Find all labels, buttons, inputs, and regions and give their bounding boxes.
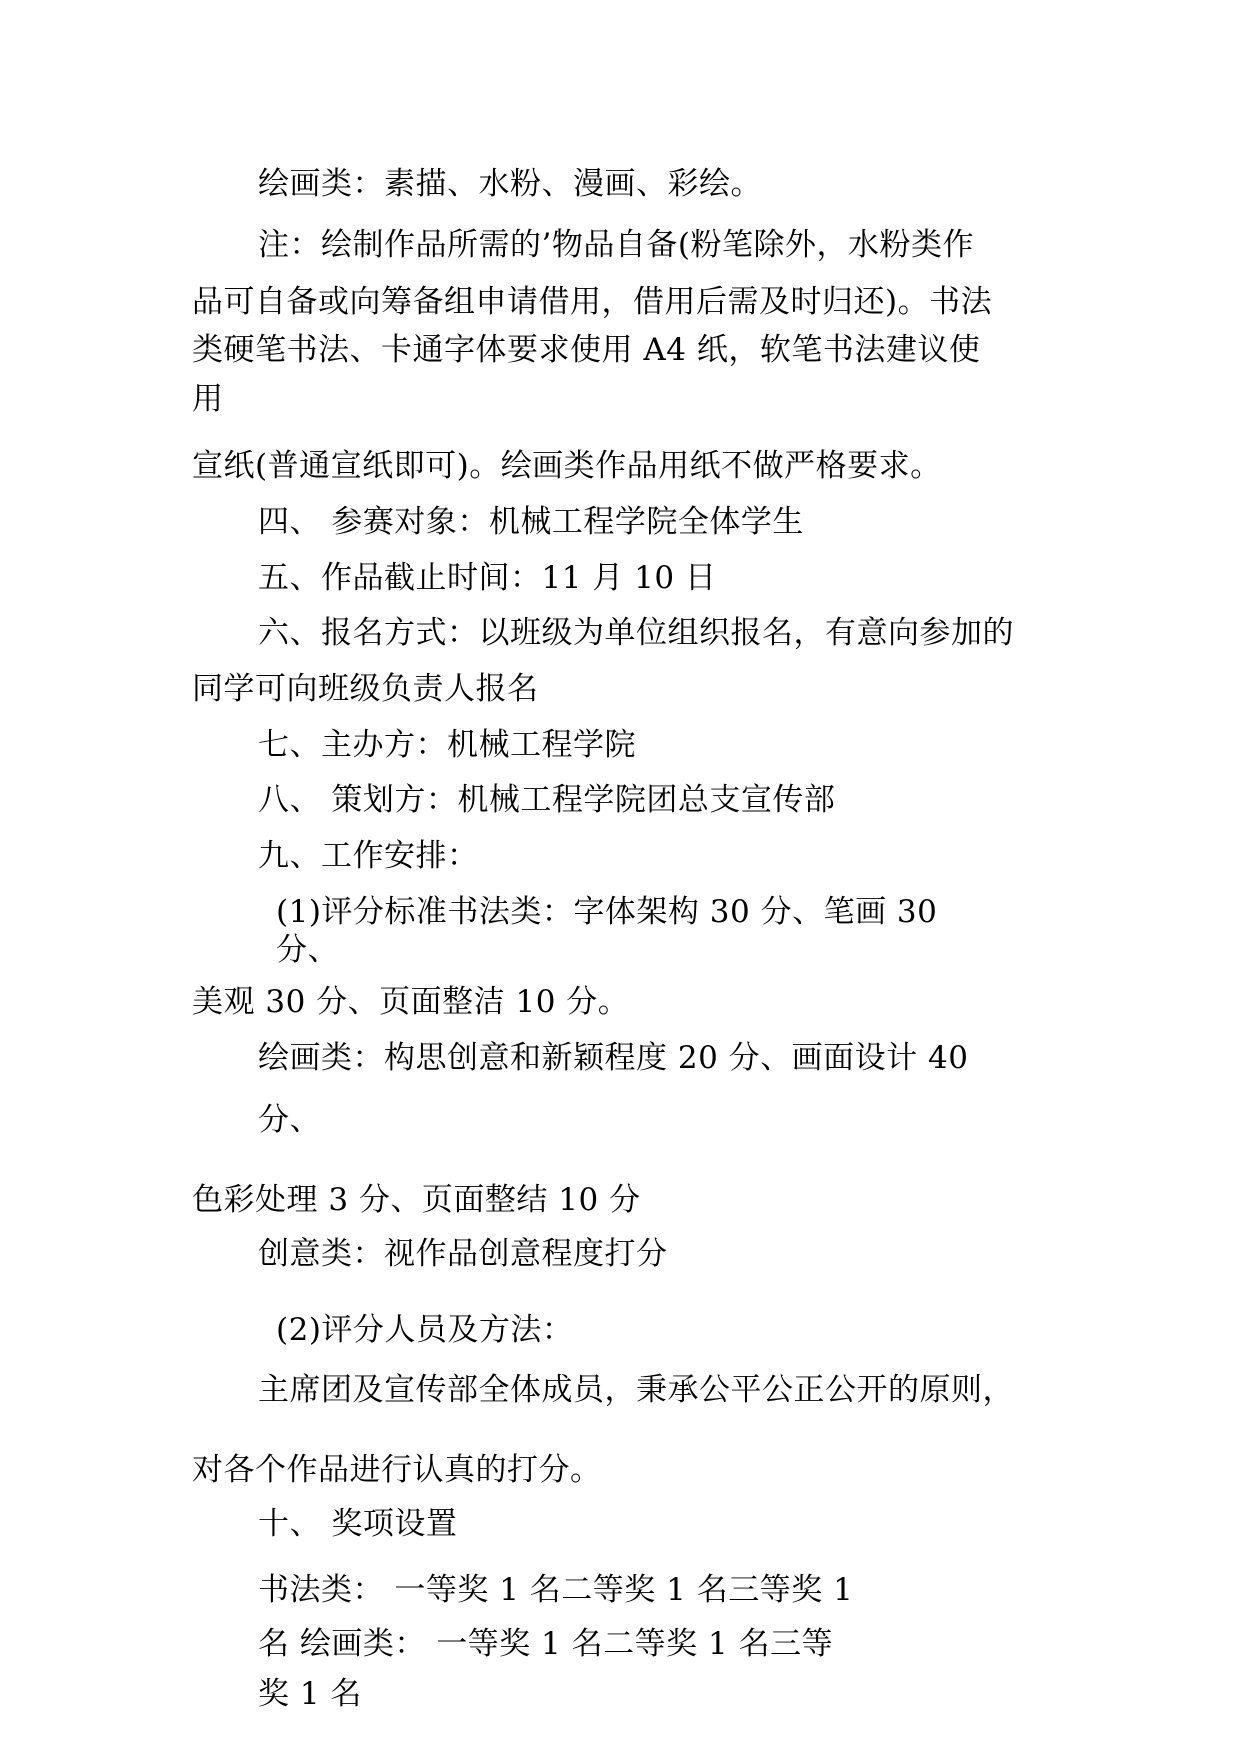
- line-note-cont-2: 类硬笔书法、卡通字体要求使用 A4 纸，软笔书法建议使: [192, 332, 981, 368]
- section-5-deadline: 五、作品截止时间：11 月 10 日: [258, 560, 717, 596]
- section-9-arrangement: 九、工作安排：: [258, 838, 479, 874]
- awards-painting: 名 绘画类： 一等奖 1 名二等奖 1 名三等: [258, 1626, 834, 1662]
- judges-method-text: 主席团及宣传部全体成员，秉承公平公正公开的原则，: [258, 1372, 1014, 1408]
- awards-calligraphy: 书法类： 一等奖 1 名二等奖 1 名三等奖 1: [258, 1572, 854, 1608]
- scoring-calligraphy-cont-2: 美观 30 分、页面整洁 10 分。: [192, 984, 630, 1020]
- scoring-painting: 绘画类：构思创意和新颖程度 20 分、画面设计 40: [258, 1040, 969, 1076]
- scoring-painting-cont-2: 色彩处理 3 分、页面整结 10 分: [192, 1182, 641, 1218]
- line-note-start: 注：绘制作品所需的’物品自备(粉笔除外，水粉类作: [258, 227, 974, 263]
- line-note-cont-4: 宣纸(普通宣纸即可)。绘画类作品用纸不做严格要求。: [192, 448, 942, 484]
- section-6-registration-cont: 同学可向班级负责人报名: [192, 671, 539, 707]
- section-4-participants: 四、 参赛对象：机械工程学院全体学生: [258, 504, 804, 540]
- line-note-cont-1: 品可自备或向筹备组申请借用，借用后需及时归还)。书法: [192, 284, 993, 320]
- judges-method-heading: (2)评分人员及方法：: [276, 1312, 574, 1348]
- scoring-creative: 创意类：视作品创意程度打分: [258, 1236, 668, 1272]
- scoring-painting-cont: 分、: [258, 1102, 321, 1138]
- line-note-cont-3: 用: [192, 381, 224, 417]
- scoring-calligraphy: (1)评分标准书法类：字体架构 30 分、笔画 30: [276, 894, 938, 930]
- line-painting-types: 绘画类：素描、水粉、漫画、彩绘。: [258, 166, 762, 202]
- section-6-registration: 六、报名方式：以班级为单位组织报名，有意向参加的: [258, 615, 1014, 651]
- section-7-organizer: 七、主办方：机械工程学院: [258, 727, 636, 763]
- section-8-planner: 八、 策划方：机械工程学院团总支宣传部: [258, 782, 836, 818]
- section-10-awards: 十、 奖项设置: [258, 1506, 458, 1542]
- scoring-calligraphy-cont: 分、: [276, 932, 339, 968]
- awards-painting-cont: 奖 1 名: [258, 1676, 362, 1712]
- judges-method-text-cont: 对各个作品进行认真的打分。: [192, 1452, 602, 1488]
